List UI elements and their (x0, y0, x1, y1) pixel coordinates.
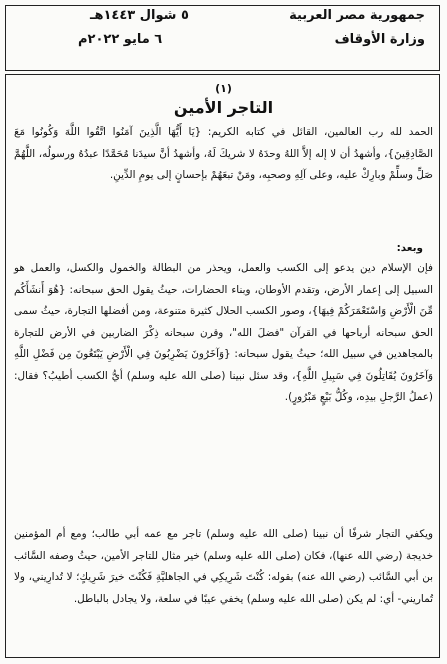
body-paragraph-2 (14, 524, 433, 610)
body-paragraph-1-text: فإن الإسلام دين يدعو إلى الكسب والعمل، ويحذر من البطالة والخمول والكسل، والعمل هو السبيل إلى إعمار الأرض، وتقدم الأوطان، وبناء الحضارات، حيثُ يقول الحق سبحانه: {هُوَ أَنشَأَكُم مِّنَ الْأَرْضِ وَاسْتَعْمَرَكُمْ فِيهَا}، وصور الكسب الحلال كثيرة متنوعة، ومن أفضلها التجارة، حيثُ سمى الحق سبحانه أرباحها في القرآن "فضلَ الله"، وقرن سبحانه ذِكْرَ الضاربين في الأرض للتجارة بالمجاهدين في سبيل الله؛ حيثُ يقول سبحانه: {وَآخَرُونَ يَضْرِبُونَ فِي الْأَرْضِ يَبْتَغُونَ مِن فَضْلِ اللَّهِ وَآخَرُونَ يُقَاتِلُونَ فِي سَبِيلِ اللَّهِ}، وقد سئل نبينا (صلى الله عليه وسلم) أيُّ الكسب أطيبُ؟ فقال: (عملُ الرَّجلِ بيدِه، وكُلُّ بَيْعٍ مَبْرُورٍ). (14, 262, 433, 403)
wabad-label: وبعد: (396, 242, 423, 254)
intro-paragraph-text: الحمد لله رب العالمين، القائل في كتابه الكريم: {يَا أَيُّهَا الَّذِينَ آمَنُوا اتَّقُوا اللَّهَ وَكُونُوا مَعَ الصَّادِقِينَ}، وأشهدُ أن لا إله إلاَّ اللهُ وحدَهُ لا شريكَ لَهُ، وأشهدُ أنَّ سيدَنا مُحَمَّدًا عبدُهُ ورسولُه، اللَّهُمَّ صَلِّ وسلِّمْ وبارِكْ عليه، وعلى آلِهِ وصحبِه، ومَنْ تبعَهُمْ بإحسانٍ إلى يومِ الدِّينِ. (14, 126, 433, 181)
country-name: جمهورية مصر العربية (289, 8, 425, 23)
gregorian-date: ٦ مايو ٢٠٢٢م (78, 32, 163, 47)
intro-paragraph (14, 122, 433, 187)
body-paragraph-2-text: ويكفي التجار شرفًا أن نبينا (صلى الله عليه وسلم) تاجر مع عمه أبي طالب؛ ومع أم المؤمنين خديجة (رضي الله عنها)، فكان (صلى الله عليه وسلم) خير مثال للتاجر الأمين، حيثُ وصفه السَّائب بن أبي السَّائب (رضي الله عنه) بقوله: كُنْتَ شَرِيكِي في الجاهليَّةِ فَكُنْتَ خيرَ شَرِيكٍ؛ لا تُدارِيني، ولا تُماريني- أي: لم يكن (صلى الله عليه وسلم) يخفي عيبًا في سلعة، ولا يجادل بالباطل. (14, 528, 433, 605)
body-paragraph-1 (14, 258, 433, 409)
sermon-number: (١) (215, 82, 232, 95)
sermon-title: التاجر الأمين (173, 98, 274, 117)
ministry-name: وزارة الأوقاف (334, 32, 425, 47)
hijri-date: ٥ شوال ١٤٤٣هـ (90, 8, 189, 23)
